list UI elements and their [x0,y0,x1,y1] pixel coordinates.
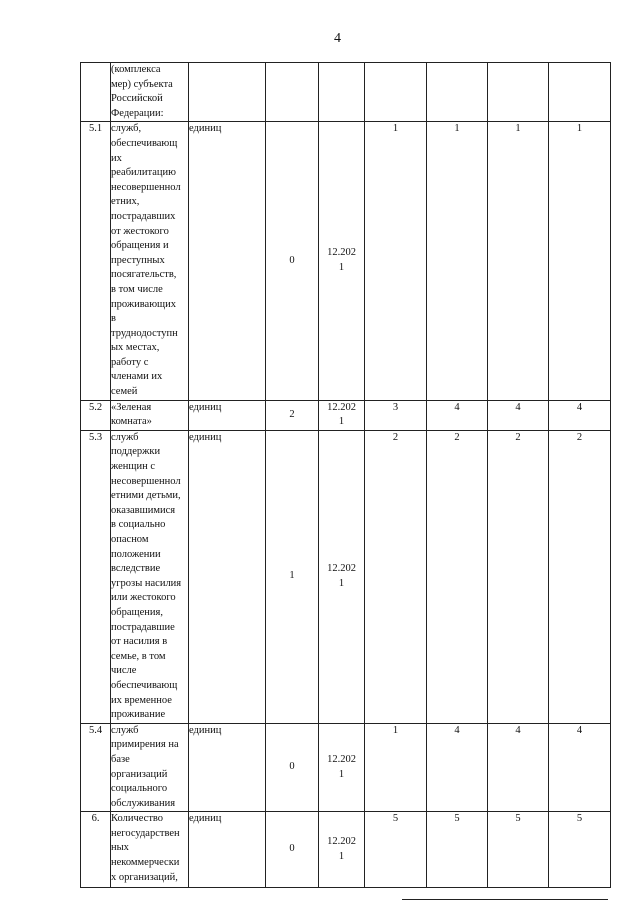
unit-cell: единиц [189,400,266,430]
value-cell [365,63,427,122]
value-cell: 5 [549,812,611,888]
row-number [81,63,111,122]
value-cell: 4 [427,400,488,430]
value-cell: 1 [427,122,488,400]
indicator-name: служб примирения на базе организаций социального обслуживания [111,723,189,812]
base-value: 0 [266,723,319,812]
table-row [81,400,611,430]
row-number: 5.2 [81,400,111,430]
value-cell: 4 [549,400,611,430]
base-date: 12.202 1 [319,122,365,400]
value-cell: 4 [427,723,488,812]
value-cell: 5 [427,812,488,888]
value-cell: 4 [488,400,549,430]
indicator-name: (комплекса мер) субъекта Российской Федерации: [111,63,189,122]
value-cell [549,63,611,122]
value-cell: 5 [488,812,549,888]
base-value [266,63,319,122]
unit-cell: единиц [189,122,266,400]
value-cell [488,63,549,122]
value-cell: 5 [365,812,427,888]
row-number: 5.3 [81,430,111,723]
indicator-name: служб, обеспечивающ их реабилитацию несовершеннол етних, пострадавших от жестокого обращения и преступных посягательств, в том числе проживающих в труднодоступн ых местах, работу с членами их семей [111,122,189,400]
unit-cell [189,63,266,122]
value-cell: 2 [365,430,427,723]
table-row [81,430,611,723]
base-value: 2 [266,400,319,430]
footer-rule [402,899,608,900]
value-cell: 4 [549,723,611,812]
value-cell: 1 [365,122,427,400]
value-cell: 2 [549,430,611,723]
indicator-name: служб поддержки женщин с несовершеннол етними детьми, оказавшимися в социально опасном положении вследствие угрозы насилия или жестокого обращения, пострадавшие от насилия в семье, в том числе обеспечивающ их временное проживание [111,430,189,723]
table-row [81,63,611,122]
value-cell: 2 [488,430,549,723]
unit-cell: единиц [189,430,266,723]
row-number: 5.1 [81,122,111,400]
page-number: 4 [334,31,341,46]
row-number: 5.4 [81,723,111,812]
base-date: 12.202 1 [319,812,365,888]
value-cell [427,63,488,122]
unit-cell: единиц [189,723,266,812]
base-value: 0 [266,122,319,400]
value-cell: 4 [488,723,549,812]
base-date: 12.202 1 [319,430,365,723]
table-row [81,812,611,888]
table-row [81,723,611,812]
unit-cell: единиц [189,812,266,888]
indicators-table [80,62,611,888]
value-cell: 1 [549,122,611,400]
table-row [81,122,611,400]
base-date: 12.202 1 [319,400,365,430]
base-value: 0 [266,812,319,888]
value-cell: 2 [427,430,488,723]
base-date [319,63,365,122]
value-cell: 1 [365,723,427,812]
value-cell: 1 [488,122,549,400]
base-date: 12.202 1 [319,723,365,812]
indicator-name: «Зеленая комната» [111,400,189,430]
row-number: 6. [81,812,111,888]
value-cell: 3 [365,400,427,430]
indicator-name: Количество негосударствен ных некоммерчески х организаций, [111,812,189,888]
base-value: 1 [266,430,319,723]
